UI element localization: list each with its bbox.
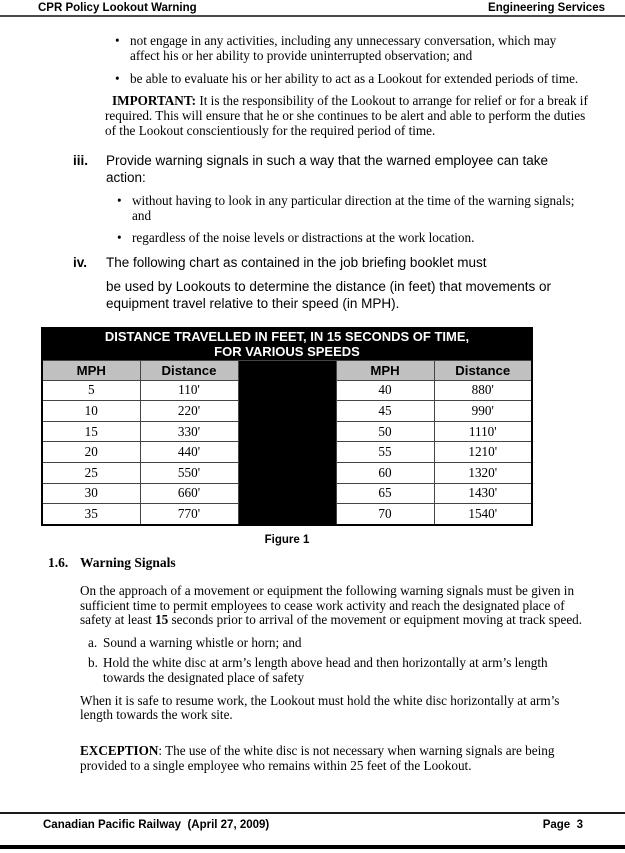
item-a-label: a. xyxy=(88,635,98,651)
exception-text: : The use of the white disc is not necessary when warning signals are being provided to a single employee who remains within 25 feet of the Lookout. xyxy=(80,743,555,773)
cell-distance: 1430' xyxy=(434,483,532,504)
bullet-icon: • xyxy=(115,33,120,48)
cell-distance: 990' xyxy=(434,401,532,422)
table-title-line1: DISTANCE TRAVELLED IN FEET, IN 15 SECONDS OF TIME, xyxy=(104,328,470,344)
cell-mph: 70 xyxy=(336,504,434,525)
bullet-text: regardless of the noise levels or distractions at the work location. xyxy=(132,230,475,246)
approach-paragraph xyxy=(80,584,592,628)
cell-mph: 5 xyxy=(42,380,140,401)
cell-mph: 50 xyxy=(336,421,434,442)
cell-mph: 20 xyxy=(42,442,140,463)
list-item-iv xyxy=(73,254,625,272)
cell-mph: 10 xyxy=(42,401,140,422)
section-number: 1.6. xyxy=(48,554,69,570)
column-header-distance-left: Distance xyxy=(140,360,238,380)
list-item-b xyxy=(88,656,625,686)
list-item xyxy=(115,72,625,87)
footer-rule xyxy=(0,812,625,814)
bullet-icon: • xyxy=(115,70,120,86)
important-note xyxy=(105,94,592,138)
section-title: Warning Signals xyxy=(80,554,176,570)
table-separator-column xyxy=(238,360,336,525)
footer-page-number: Page 3 xyxy=(542,819,583,831)
cell-distance: 880' xyxy=(434,380,532,401)
table-title-line2: FOR VARIOUS SPEEDS xyxy=(214,344,360,360)
cell-distance: 550' xyxy=(140,463,238,484)
approach-pre: On the approach of a movement or equipment the following warning signals must be given in sufficient time to permit employees to cease work activity and reach the designated place of safety at least xyxy=(80,582,575,628)
figure-caption: Figure 1 xyxy=(264,533,310,546)
cell-distance: 110' xyxy=(140,380,238,401)
list-item-a xyxy=(88,636,625,651)
cell-distance: 440' xyxy=(140,442,238,463)
cell-distance: 1320' xyxy=(434,463,532,484)
footer-left-text: Canadian Pacific Railway (April 27, 2009) xyxy=(43,819,270,831)
cell-mph: 35 xyxy=(42,504,140,525)
bullet-text: not engage in any activities, including any unnecessary conversation, which may affect his or her ability to provide uninterrupted observation; and xyxy=(130,33,557,63)
cell-mph: 60 xyxy=(336,463,434,484)
column-header-mph-left: MPH xyxy=(42,360,140,380)
list-item-iii xyxy=(73,152,625,187)
page-footer xyxy=(43,819,583,831)
table-title xyxy=(42,328,532,361)
cell-mph: 45 xyxy=(336,401,434,422)
cell-distance: 660' xyxy=(140,483,238,504)
header-left-title: CPR Policy Lookout Warning xyxy=(38,2,197,14)
approach-post: seconds prior to arrival of the movement or equipment moving at track speed. xyxy=(168,612,583,628)
item-b-label: b. xyxy=(88,655,98,671)
cell-mph: 30 xyxy=(42,483,140,504)
bullet-text: be able to evaluate his or her ability to act as a Lookout for extended periods of time. xyxy=(130,70,579,86)
item-iii-label: iii. xyxy=(73,152,89,168)
cell-distance: 1110' xyxy=(434,421,532,442)
exception-paragraph xyxy=(80,744,592,774)
resume-work-paragraph: When it is safe to resume work, the Lookout must hold the white disc horizontally at arm’s length towards the work site. xyxy=(80,692,560,723)
bullet-text: without having to look in any particular direction at the time of the warning signals; and xyxy=(132,192,575,223)
item-b-text: Hold the white disc at arm’s length above head and then horizontally at arm’s length towards the designated place of safety xyxy=(103,655,548,685)
cell-distance: 770' xyxy=(140,504,238,525)
list-item xyxy=(117,231,625,246)
item-a-text: Sound a warning whistle or horn; and xyxy=(103,635,302,651)
list-item xyxy=(117,194,625,224)
cell-distance: 1540' xyxy=(434,504,532,525)
important-label: IMPORTANT: xyxy=(112,93,197,109)
bottom-border-bar xyxy=(0,845,625,849)
section-heading xyxy=(48,555,625,571)
approach-bold-value: 15 xyxy=(155,612,169,628)
cell-mph: 40 xyxy=(336,380,434,401)
speed-distance-table xyxy=(41,327,533,526)
item-iv-label: iv. xyxy=(73,255,88,271)
item-iv-continuation: be used by Lookouts to determine the distance (in feet) that movements or equipment travel relative to their speed (in MPH). xyxy=(106,278,551,312)
item-iii-text: Provide warning signals in such a way that the warned employee can take action: xyxy=(106,152,548,186)
cell-mph: 65 xyxy=(336,483,434,504)
page-header xyxy=(0,0,625,17)
intro-bullet-list xyxy=(0,34,625,86)
column-header-mph-right: MPH xyxy=(336,360,434,380)
cell-distance: 1210' xyxy=(434,442,532,463)
cell-mph: 25 xyxy=(42,463,140,484)
cell-distance: 330' xyxy=(140,421,238,442)
cell-distance: 220' xyxy=(140,401,238,422)
column-header-distance-right: Distance xyxy=(434,360,532,380)
item-iv-line1: The following chart as contained in the job briefing booklet must xyxy=(106,255,487,271)
important-text: It is the responsibility of the Lookout to arrange for relief or for a break if required. This will ensure that he or she continues to be alert and able to perform the duties of the Lookout conscientiously for the required period of time. xyxy=(105,93,588,138)
bullet-icon: • xyxy=(117,230,122,246)
iii-bullet-list xyxy=(0,194,625,246)
list-item xyxy=(115,34,625,64)
header-right-title: Engineering Services xyxy=(488,2,605,14)
cell-mph: 15 xyxy=(42,421,140,442)
exception-label: EXCEPTION xyxy=(80,743,159,759)
cell-mph: 55 xyxy=(336,442,434,463)
bullet-icon: • xyxy=(117,192,122,208)
